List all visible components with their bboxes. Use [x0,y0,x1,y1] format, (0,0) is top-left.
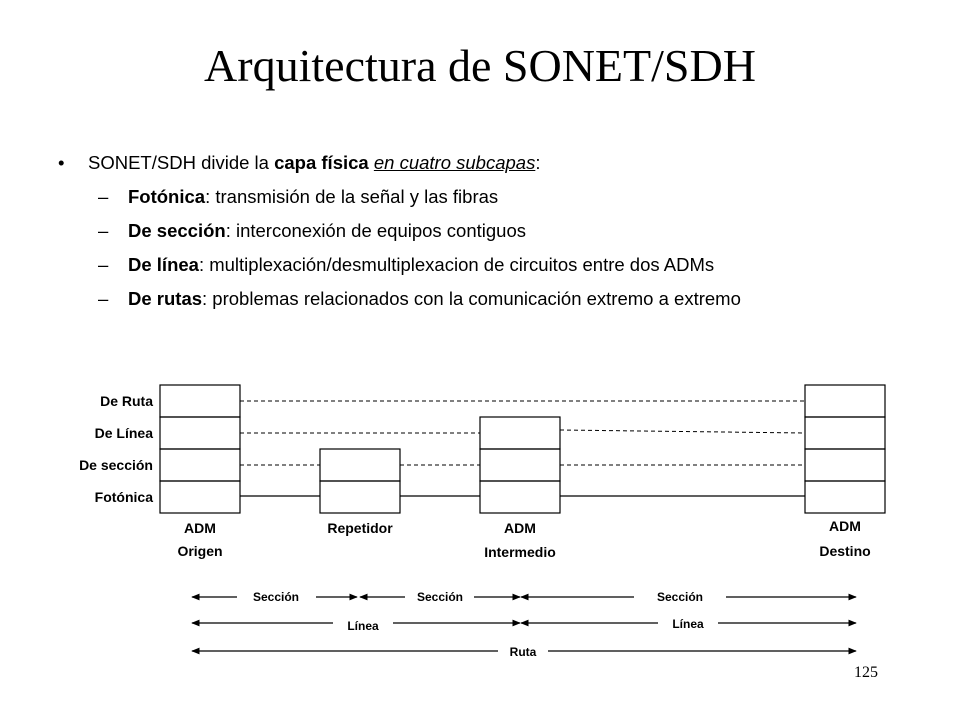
sub-bullet-text: : multiplexación/desmultiplexacion de circuitos entre dos ADMs [198,254,715,275]
span-label-seccion-1: Sección [252,590,300,604]
device-label-adm-intermedio-1: ADM [504,520,536,536]
linea-peer-line-2 [560,430,805,433]
device-label-adm-origen-1: ADM [184,520,216,536]
adm-intermedio-stack [480,417,560,513]
main-bullet-underlined: en cuatro subcapas [373,152,536,173]
adm-origen-stack [160,385,240,513]
bullet-mark: • [58,152,65,173]
slide-title: Arquitectura de SONET/SDH [204,40,756,91]
dash-mark: – [98,220,109,241]
sub-bullet-text: : transmisión de la señal y las fibras [205,186,499,207]
dash-mark: – [98,254,109,275]
device-label-repetidor: Repetidor [327,520,393,536]
sub-bullet-term: De rutas [128,288,203,309]
span-label-linea-2: Línea [672,617,704,631]
span-label-seccion-3: Sección [656,590,704,604]
layer-label-linea: De Línea [94,425,153,441]
dash-mark: – [98,186,109,207]
sub-bullet-term: Fotónica [128,186,206,207]
adm-destino-stack [805,385,885,513]
device-label-adm-intermedio-2: Intermedio [484,544,556,560]
page-number: 125 [854,664,878,681]
sub-bullet-term: De sección [128,220,226,241]
repetidor-stack [320,449,400,513]
dash-mark: – [98,288,109,309]
sub-bullet-text: : problemas relacionados con la comunicación extremo a extremo [202,288,741,309]
layer-label-seccion: De sección [79,457,153,473]
sub-bullet-term: De línea [128,254,199,275]
main-bullet-text-1: SONET/SDH divide la [88,152,275,173]
layer-label-ruta: De Ruta [100,393,153,409]
sub-bullet-text: : interconexión de equipos contiguos [225,220,527,241]
main-bullet-text-3: : [535,152,541,173]
span-label-seccion-2: Sección [416,590,464,604]
main-bullet-bold: capa física [274,152,369,173]
device-label-adm-origen-2: Origen [177,543,223,559]
layer-label-fotonica: Fotónica [94,489,153,505]
span-label-linea-1: Línea [347,619,379,633]
device-label-adm-destino-2: Destino [819,543,871,559]
span-label-ruta: Ruta [509,645,537,659]
device-label-adm-destino-1: ADM [829,518,861,534]
